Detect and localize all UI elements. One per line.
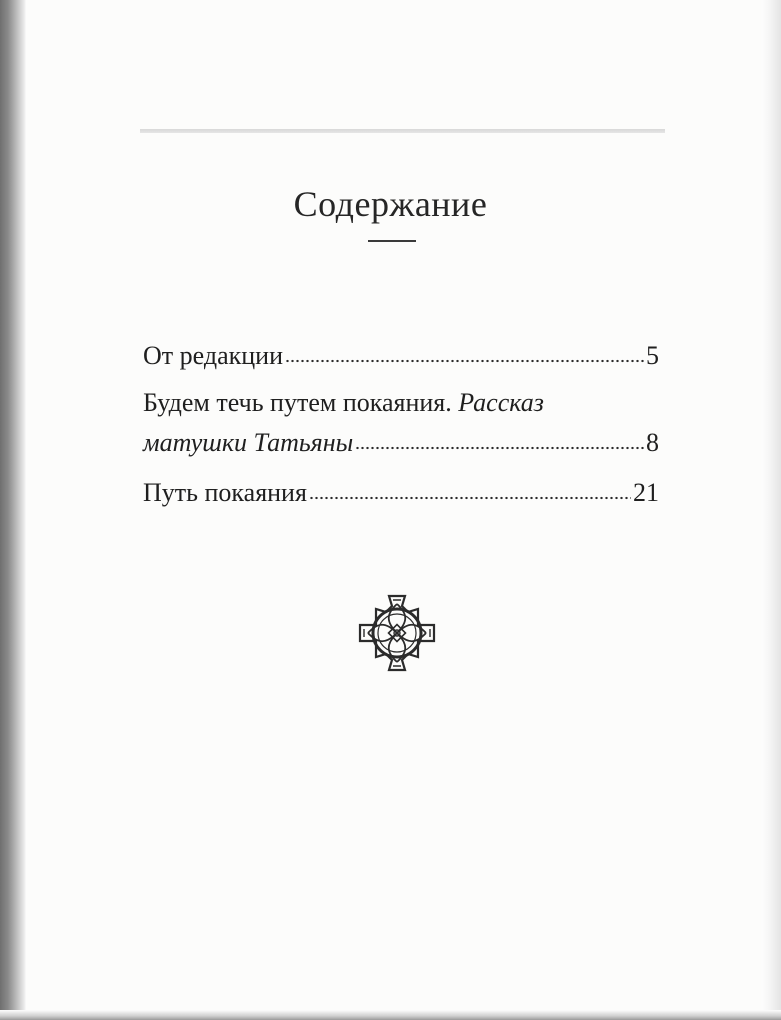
dot-leader [309, 495, 631, 501]
toc-entry[interactable] [143, 339, 659, 373]
page-shadow-left [0, 0, 26, 1012]
celtic-cross-ornament-icon [356, 592, 438, 674]
dot-leader [355, 445, 644, 451]
toc-entry[interactable] [143, 386, 659, 460]
toc-entry-title: От редакции [143, 341, 283, 370]
toc-entry-title: Будем течь путем покаяния. Рассказ [143, 388, 544, 417]
toc-entry-title: Путь покаяния [143, 478, 307, 507]
page-edge-bottom [0, 1010, 781, 1020]
toc-page-number: 5 [646, 341, 659, 370]
toc-page-number: 8 [646, 428, 659, 457]
page-edge-right [761, 0, 781, 1020]
toc-entry[interactable] [143, 476, 659, 510]
toc-page-number: 21 [633, 478, 659, 507]
heading-underline [368, 240, 416, 242]
dot-leader [285, 358, 644, 364]
bleed-through-rule [140, 129, 665, 133]
contents-heading: Содержание [293, 184, 488, 224]
toc-entry-title-continued: матушки Татьяны [143, 428, 354, 457]
